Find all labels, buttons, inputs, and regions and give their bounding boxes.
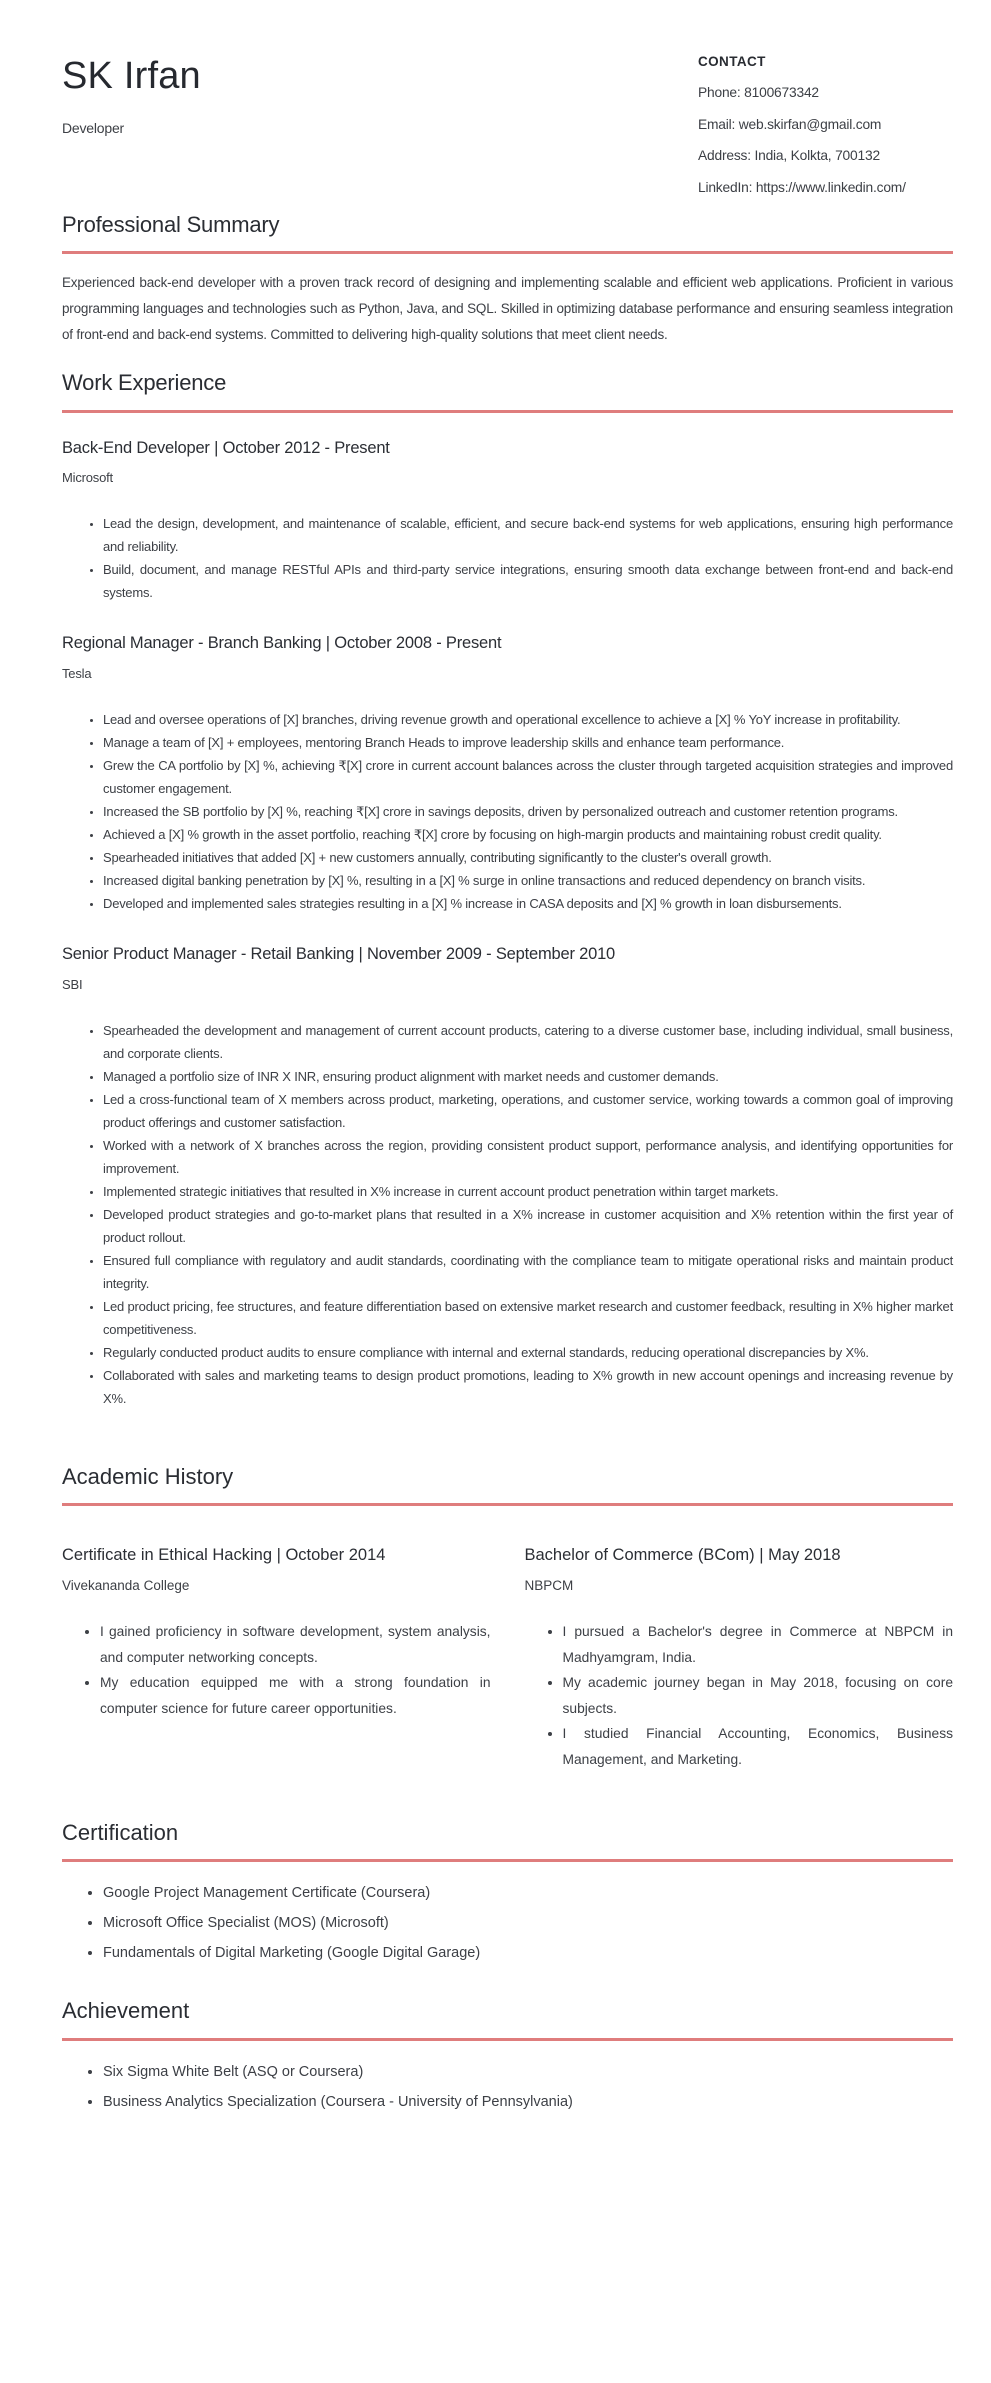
education-title: Bachelor of Commerce (BCom) | May 2018 [524, 1546, 841, 1565]
job-bullet: • Grew the CA portfolio by [X] %, achieving ₹[X] crore in current account balances across the cluster through targeted acquisition strategies and improved customer engagement. [103, 754, 953, 800]
education-bullet: • My academic journey began in May 2018, focusing on core subjects. [563, 1670, 954, 1721]
section-divider [62, 1859, 953, 1862]
contact-heading: CONTACT [698, 54, 766, 69]
education-bullet-list [525, 1619, 954, 1772]
resume-header [62, 54, 953, 195]
certification-list [62, 1878, 953, 1968]
job-bullet: • Increased the SB portfolio by [X] %, reaching ₹[X] crore in savings deposits, driven by personalized outreach and customer retention programs. [103, 800, 953, 823]
job-bullet: • Spearheaded the development and management of current account products, catering to a diverse customer base, including individual, small business, and corporate clients. [103, 1019, 953, 1065]
section-divider [62, 251, 953, 254]
education-title: Certificate in Ethical Hacking | October 2014 [62, 1546, 386, 1565]
achievement-list [62, 2057, 953, 2117]
job-bullet: • Developed and implemented sales strategies resulting in a [X] % increase in CASA deposits and [X] % growth in loan disbursements. [103, 892, 953, 915]
job-bullet: • Achieved a [X] % growth in the asset portfolio, reaching ₹[X] crore by focusing on high-margin products and maintaining robust credit quality. [103, 823, 953, 846]
job-company: Microsoft [62, 470, 113, 486]
certification-section [62, 1820, 953, 1968]
achievement-heading: Achievement [62, 1998, 190, 2024]
contact-email: Email: web.skirfan@gmail.com [698, 116, 882, 132]
job-bullet: • Increased digital banking penetration by [X] %, resulting in a [X] % surge in online transactions and reduced dependency on branch visits. [103, 869, 953, 892]
job-title: Regional Manager - Branch Banking | October 2008 - Present [62, 634, 502, 653]
education-entry [62, 1546, 491, 1772]
summary-heading: Professional Summary [62, 212, 280, 238]
education-school: Vivekananda College [62, 1578, 190, 1594]
job-bullet: • Implemented strategic initiatives that resulted in X% increase in current account product penetration within target markets. [103, 1180, 953, 1203]
job-bullet-list [62, 512, 953, 604]
job-bullet: • Regularly conducted product audits to ensure compliance with internal and external standards, reducing operational discrepancies by X%. [103, 1341, 953, 1364]
job-bullet: • Led a cross-functional team of X members across product, marketing, operations, and customer service, working towards a common goal of improving product offerings and customer satisfaction. [103, 1088, 953, 1134]
certification-item: • Microsoft Office Specialist (MOS) (Microsoft) [103, 1908, 953, 1938]
job-bullet: • Worked with a network of X branches across the region, providing consistent product support, performance analysis, and identifying opportunities for improvement. [103, 1134, 953, 1180]
certification-heading: Certification [62, 1820, 179, 1846]
achievement-item: • Six Sigma White Belt (ASQ or Coursera) [103, 2057, 953, 2087]
education-bullet-list [62, 1619, 491, 1721]
job-company: Tesla [62, 666, 92, 682]
summary-section [62, 212, 953, 348]
job-entry [62, 439, 953, 605]
section-divider [62, 1503, 953, 1506]
job-entry [62, 945, 953, 1410]
education-bullet: • My education equipped me with a strong foundation in computer science for future career opportunities. [100, 1670, 491, 1721]
work-experience-section [62, 370, 953, 1410]
achievement-item: • Business Analytics Specialization (Coursera - University of Pennsylvania) [103, 2087, 953, 2117]
section-divider [62, 2038, 953, 2041]
work-heading: Work Experience [62, 370, 227, 396]
job-bullet: • Spearheaded initiatives that added [X] + new customers annually, contributing significantly to the cluster's overall growth. [103, 846, 953, 869]
education-bullet: • I studied Financial Accounting, Economics, Business Management, and Marketing. [563, 1721, 954, 1772]
contact-linkedin: LinkedIn: https://www.linkedin.com/ [698, 179, 906, 195]
job-title: Senior Product Manager - Retail Banking | November 2009 - September 2010 [62, 945, 616, 964]
job-bullet: • Developed product strategies and go-to-market plans that resulted in a X% increase in customer acquisition and X% retention within the first year of product rollout. [103, 1203, 953, 1249]
contact-address: Address: India, Kolkta, 700132 [698, 148, 880, 163]
job-entry [62, 634, 953, 915]
job-bullet: • Led product pricing, fee structures, and feature differentiation based on extensive market research and customer feedback, resulting in X% higher market competitiveness. [103, 1295, 953, 1341]
certification-item: • Fundamentals of Digital Marketing (Google Digital Garage) [103, 1938, 953, 1968]
job-bullet: • Build, document, and manage RESTful APIs and third-party service integrations, ensuring smooth data exchange between front-end and back-end systems. [103, 558, 953, 604]
academic-grid [62, 1546, 953, 1772]
education-bullet: • I pursued a Bachelor's degree in Commerce at NBPCM in Madhyamgram, India. [563, 1619, 954, 1670]
job-bullet: • Lead and oversee operations of [X] branches, driving revenue growth and operational excellence to achieve a [X] % YoY increase in profitability. [103, 708, 953, 731]
certification-item: • Google Project Management Certificate (Coursera) [103, 1878, 953, 1908]
person-name: SK Irfan [62, 55, 201, 97]
education-school: NBPCM [524, 1578, 574, 1594]
job-bullet: • Managed a portfolio size of INR X INR, ensuring product alignment with market needs and customer demands. [103, 1065, 953, 1088]
contact-phone: Phone: 8100673342 [698, 85, 819, 100]
job-bullet: • Collaborated with sales and marketing teams to design product promotions, leading to X% growth in new account openings and increasing revenue by X%. [103, 1364, 953, 1410]
contact-block [698, 55, 960, 195]
education-entry [525, 1546, 954, 1772]
education-bullet: • I gained proficiency in software development, system analysis, and computer networking concepts. [100, 1619, 491, 1670]
academic-history-section [62, 1464, 953, 1772]
job-bullet: • Manage a team of [X] + employees, mentoring Branch Heads to improve leadership skills and enhance team performance. [103, 731, 953, 754]
job-title: Back-End Developer | October 2012 - Present [62, 438, 390, 457]
job-bullet: • Ensured full compliance with regulatory and audit standards, coordinating with the compliance team to mitigate operational risks and maintain product integrity. [103, 1249, 953, 1295]
section-divider [62, 410, 953, 413]
person-job-title: Developer [62, 120, 125, 137]
summary-text: Experienced back-end developer with a proven track record of designing and implementing scalable and efficient web applications. Proficient in various programming languages and technologies such as Python, Java, and SQL. Skilled in optimizing database performance and ensuring seamless integration of front-end and back-end systems. Committed to delivering high-quality solutions that meet client needs. [62, 275, 953, 343]
job-company: SBI [62, 977, 83, 993]
job-bullet-list [62, 1019, 953, 1410]
job-bullet: • Lead the design, development, and maintenance of scalable, efficient, and secure back-end systems for web applications, ensuring high performance and reliability. [103, 512, 953, 558]
academic-heading: Academic History [62, 1464, 234, 1490]
achievement-section [62, 1998, 953, 2116]
job-bullet-list [62, 708, 953, 915]
